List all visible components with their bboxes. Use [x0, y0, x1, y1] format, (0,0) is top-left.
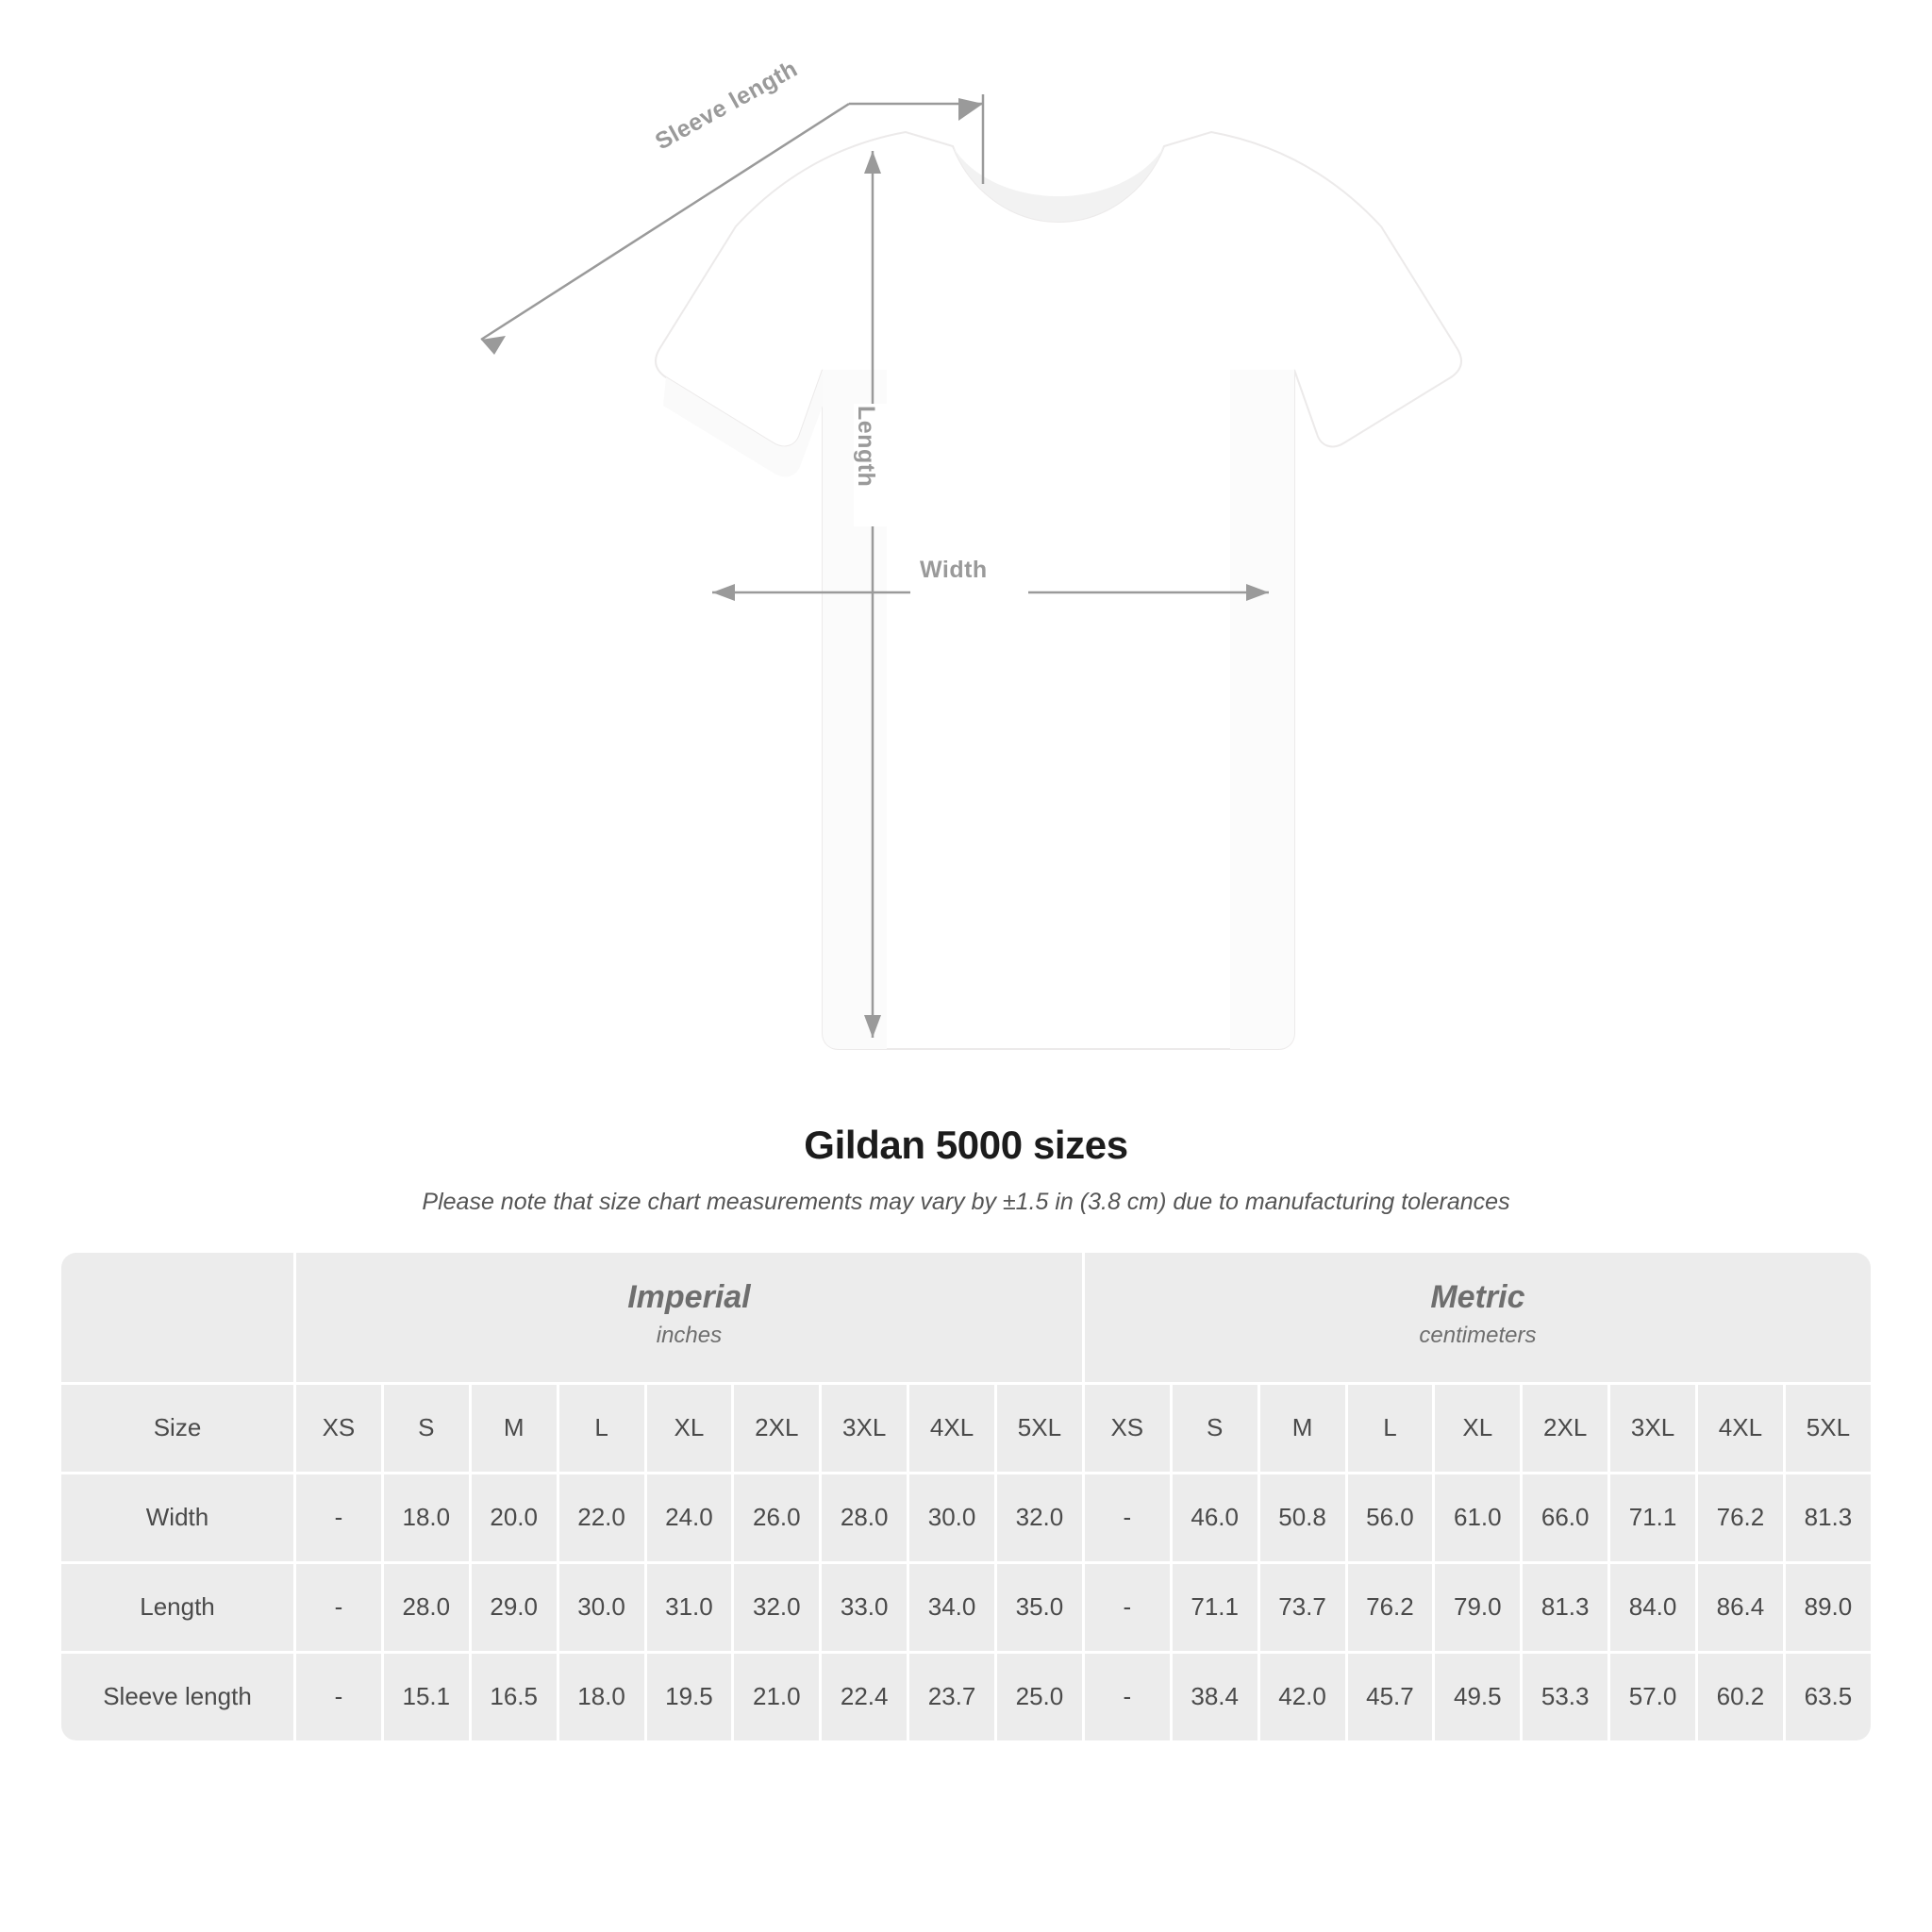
- cell-value: 32.0: [734, 1564, 819, 1651]
- size-table: [58, 1250, 1874, 1743]
- cell-value: 76.2: [1348, 1564, 1433, 1651]
- tshirt-shape: [656, 132, 1461, 1049]
- length-label: Length: [853, 406, 879, 488]
- unit-group-imperial: [296, 1253, 1082, 1382]
- cell-value: 30.0: [909, 1474, 994, 1561]
- cell-value: -: [1085, 1654, 1170, 1740]
- cell-value: 42.0: [1260, 1654, 1345, 1740]
- table-row: [61, 1654, 1871, 1740]
- cell-value: 22.0: [559, 1474, 644, 1561]
- column-header: XS: [1085, 1385, 1170, 1472]
- cell-value: -: [1085, 1474, 1170, 1561]
- cell-value: 26.0: [734, 1474, 819, 1561]
- size-header-row: [61, 1385, 1871, 1472]
- cell-value: 86.4: [1698, 1564, 1783, 1651]
- cell-value: 46.0: [1173, 1474, 1257, 1561]
- column-header: 4XL: [909, 1385, 994, 1472]
- row-label-length: Length: [61, 1564, 293, 1651]
- cell-value: 35.0: [997, 1564, 1082, 1651]
- column-header: L: [1348, 1385, 1433, 1472]
- tolerance-note: Please note that size chart measurements may vary by ±1.5 in (3.8 cm) due to manufacturing tolerances: [422, 1189, 1510, 1215]
- cell-value: 21.0: [734, 1654, 819, 1740]
- column-header: 4XL: [1698, 1385, 1783, 1472]
- column-header: XL: [647, 1385, 732, 1472]
- cell-value: 31.0: [647, 1564, 732, 1651]
- cell-value: 81.3: [1786, 1474, 1871, 1561]
- cell-value: 38.4: [1173, 1654, 1257, 1740]
- cell-value: -: [296, 1564, 381, 1651]
- cell-value: 29.0: [472, 1564, 557, 1651]
- column-header: M: [472, 1385, 557, 1472]
- table-row: [61, 1474, 1871, 1561]
- cell-value: 45.7: [1348, 1654, 1433, 1740]
- size-header-label: Size: [61, 1385, 293, 1472]
- cell-value: 28.0: [822, 1474, 907, 1561]
- cell-value: 15.1: [384, 1654, 469, 1740]
- cell-value: 16.5: [472, 1654, 557, 1740]
- cell-value: 50.8: [1260, 1474, 1345, 1561]
- cell-value: 60.2: [1698, 1654, 1783, 1740]
- width-label: Width: [920, 557, 988, 583]
- unit-group-metric-sub: centimeters: [1419, 1322, 1537, 1348]
- cell-value: 19.5: [647, 1654, 732, 1740]
- cell-value: 23.7: [909, 1654, 994, 1740]
- cell-value: 66.0: [1523, 1474, 1607, 1561]
- column-header: 5XL: [1786, 1385, 1871, 1472]
- cell-value: 34.0: [909, 1564, 994, 1651]
- cell-value: 56.0: [1348, 1474, 1433, 1561]
- column-header: 3XL: [1610, 1385, 1695, 1472]
- unit-group-imperial-sub: inches: [656, 1322, 723, 1348]
- page-title: Gildan 5000 sizes: [804, 1123, 1128, 1167]
- cell-value: 76.2: [1698, 1474, 1783, 1561]
- column-header: 2XL: [734, 1385, 819, 1472]
- cell-value: 57.0: [1610, 1654, 1695, 1740]
- cell-value: -: [296, 1654, 381, 1740]
- unit-group-metric: [1085, 1253, 1871, 1382]
- table-row: [61, 1564, 1871, 1651]
- cell-value: 20.0: [472, 1474, 557, 1561]
- cell-value: 24.0: [647, 1474, 732, 1561]
- table-corner-cell: [61, 1253, 293, 1382]
- column-header: XL: [1435, 1385, 1520, 1472]
- sleeve-length-label: Sleeve length: [651, 55, 803, 156]
- cell-value: 49.5: [1435, 1654, 1520, 1740]
- column-header: L: [559, 1385, 644, 1472]
- unit-group-imperial-name: Imperial: [627, 1279, 751, 1315]
- column-header: 2XL: [1523, 1385, 1607, 1472]
- column-header: 5XL: [997, 1385, 1082, 1472]
- unit-group-metric-name: Metric: [1430, 1279, 1525, 1315]
- row-label-sleeve-length: Sleeve length: [61, 1654, 293, 1740]
- cell-value: 81.3: [1523, 1564, 1607, 1651]
- cell-value: 61.0: [1435, 1474, 1520, 1561]
- cell-value: 73.7: [1260, 1564, 1345, 1651]
- cell-value: 84.0: [1610, 1564, 1695, 1651]
- column-header: S: [1173, 1385, 1257, 1472]
- cell-value: 32.0: [997, 1474, 1082, 1561]
- cell-value: -: [296, 1474, 381, 1561]
- cell-value: 30.0: [559, 1564, 644, 1651]
- unit-header-row: [61, 1253, 1871, 1382]
- title-block: [0, 1123, 1932, 1216]
- column-header: 3XL: [822, 1385, 907, 1472]
- cell-value: 18.0: [559, 1654, 644, 1740]
- cell-value: 25.0: [997, 1654, 1082, 1740]
- cell-value: 71.1: [1173, 1564, 1257, 1651]
- cell-value: 79.0: [1435, 1564, 1520, 1651]
- column-header: XS: [296, 1385, 381, 1472]
- cell-value: -: [1085, 1564, 1170, 1651]
- cell-value: 18.0: [384, 1474, 469, 1561]
- cell-value: 28.0: [384, 1564, 469, 1651]
- column-header: S: [384, 1385, 469, 1472]
- cell-value: 71.1: [1610, 1474, 1695, 1561]
- row-label-width: Width: [61, 1474, 293, 1561]
- cell-value: 33.0: [822, 1564, 907, 1651]
- cell-value: 89.0: [1786, 1564, 1871, 1651]
- cell-value: 63.5: [1786, 1654, 1871, 1740]
- cell-value: 53.3: [1523, 1654, 1607, 1740]
- size-table-wrapper: [58, 1250, 1874, 1743]
- column-header: M: [1260, 1385, 1345, 1472]
- cell-value: 22.4: [822, 1654, 907, 1740]
